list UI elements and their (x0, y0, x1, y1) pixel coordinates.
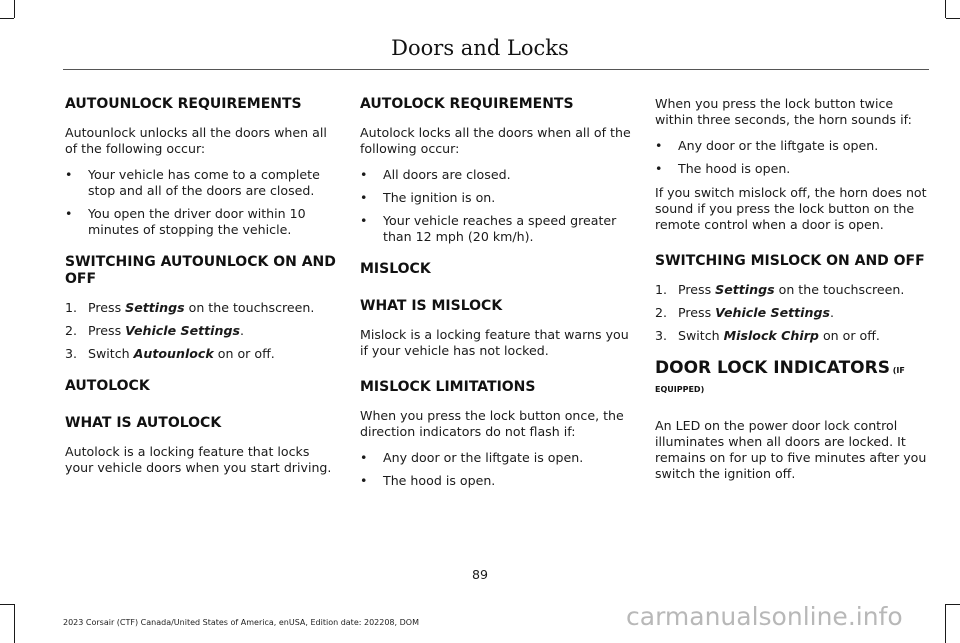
heading-suffix: (IF EQUIPPED) (655, 366, 905, 394)
list-item (655, 161, 931, 177)
step-text: on or off. (213, 346, 275, 361)
paragraph-autolock: Autolock is a locking feature that locks your vehicle doors when you start driving. (65, 444, 332, 475)
list-item-text: Your vehicle has come to a complete stop and all of the doors are closed. (88, 167, 320, 198)
step-text: on the touchscreen. (184, 300, 315, 315)
crop-mark (14, 604, 15, 643)
list-item-text: Your vehicle reaches a speed greater than 12 mph (20 km/h). (383, 213, 617, 244)
list-item (360, 213, 636, 245)
step-emphasis: Vehicle Settings (125, 323, 240, 338)
list-item-text: The ignition is on. (383, 190, 496, 205)
heading-mislock: MISLOCK (360, 261, 431, 277)
crop-mark (946, 18, 960, 19)
bullet-marker: • (360, 450, 368, 465)
step-text: . (829, 305, 834, 320)
heading-what-is-autolock: WHAT IS AUTOLOCK (65, 415, 222, 431)
list-item (65, 206, 341, 238)
list-item (360, 167, 636, 183)
limitations-bullet-list (360, 450, 636, 489)
heading-text: DOOR LOCK INDICATORS (655, 358, 890, 378)
bullet-marker: • (360, 190, 368, 205)
list-item (360, 473, 636, 489)
header-divider (63, 69, 929, 70)
step-text: on the touchscreen. (774, 282, 905, 297)
step-emphasis: Settings (715, 282, 775, 297)
step-text: Switch (678, 328, 724, 343)
step-number: 3. (65, 346, 78, 361)
heading-switching-autounlock: SWITCHING AUTOUNLOCK ON AND OFF (65, 254, 336, 287)
bullet-marker: • (655, 161, 663, 176)
step-number: 1. (65, 300, 78, 315)
autolock-bullet-list (360, 167, 636, 245)
column-2 (360, 96, 636, 505)
list-item-text: Any door or the liftgate is open. (678, 138, 879, 153)
column-3 (655, 96, 931, 492)
step-number: 2. (655, 305, 668, 320)
step-emphasis: Mislock Chirp (723, 328, 819, 343)
step-item (655, 305, 931, 321)
list-item (655, 138, 931, 154)
watermark: carmanualsonline.info (626, 602, 903, 631)
step-number: 2. (65, 323, 78, 338)
step-text: Press (678, 305, 716, 320)
step-item (655, 282, 931, 298)
page-number: 89 (471, 567, 489, 582)
step-emphasis: Vehicle Settings (715, 305, 830, 320)
crop-mark (946, 604, 960, 605)
crop-mark (0, 604, 14, 605)
paragraph-lock-twice: When you press the lock button twice within three seconds, the horn sounds if: (655, 96, 912, 127)
step-emphasis: Settings (125, 300, 185, 315)
paragraph-indicators: An LED on the power door lock control illuminates when all doors are locked. It remains on for up to five minutes after you switch the ignition off. (655, 418, 927, 481)
step-text: Press (88, 300, 126, 315)
list-item-text: Any door or the liftgate is open. (383, 450, 584, 465)
step-text: Switch (88, 346, 134, 361)
step-text: Press (88, 323, 126, 338)
step-emphasis: Autounlock (133, 346, 214, 361)
step-item (65, 300, 341, 316)
bullet-marker: • (65, 206, 73, 221)
page-title: Doors and Locks (391, 36, 569, 60)
bullet-marker: • (360, 167, 368, 182)
paragraph-mislock: Mislock is a locking feature that warns you if your vehicle has not locked. (360, 327, 629, 358)
heading-mislock-limitations: MISLOCK LIMITATIONS (360, 379, 536, 395)
bullet-marker: • (65, 167, 73, 182)
heading-autolock-requirements: AUTOLOCK REQUIREMENTS (360, 96, 574, 112)
autounlock-steps (65, 300, 341, 362)
crop-mark (0, 18, 14, 19)
heading-autounlock-requirements: AUTOUNLOCK REQUIREMENTS (65, 96, 302, 112)
step-text: on or off. (818, 328, 880, 343)
list-item (360, 450, 636, 466)
step-number: 3. (655, 328, 668, 343)
list-item (360, 190, 636, 206)
list-item-text: The hood is open. (383, 473, 496, 488)
heading-autolock: AUTOLOCK (65, 378, 150, 394)
step-item (655, 328, 931, 344)
edition-footer: 2023 Corsair (CTF) Canada/United States of America, enUSA, Edition date: 202208, DOM (63, 618, 419, 627)
heading-what-is-mislock: WHAT IS MISLOCK (360, 298, 503, 314)
bullet-marker: • (360, 213, 368, 228)
paragraph-autolock-requirements: Autolock locks all the doors when all of the following occur: (360, 125, 631, 156)
heading-door-lock-indicators (655, 360, 931, 398)
crop-mark (945, 0, 946, 18)
paragraph-switch-mislock-off: If you switch mislock off, the horn does not sound if you press the lock button on the remote control when a door is open. (655, 185, 927, 232)
mislock-steps (655, 282, 931, 344)
bullet-marker: • (655, 138, 663, 153)
twice-bullet-list (655, 138, 931, 177)
crop-mark (14, 0, 15, 18)
list-item-text: You open the driver door within 10 minutes of stopping the vehicle. (88, 206, 306, 237)
step-text: . (239, 323, 244, 338)
autounlock-bullet-list (65, 167, 341, 238)
step-text: Press (678, 282, 716, 297)
bullet-marker: • (360, 473, 368, 488)
list-item-text: The hood is open. (678, 161, 791, 176)
paragraph-mislock-limitations: When you press the lock button once, the direction indicators do not flash if: (360, 408, 624, 439)
crop-mark (945, 604, 946, 643)
list-item (65, 167, 341, 199)
step-number: 1. (655, 282, 668, 297)
step-item (65, 323, 341, 339)
paragraph-autounlock: Autounlock unlocks all the doors when all of the following occur: (65, 125, 327, 156)
column-1 (65, 96, 341, 486)
heading-switching-mislock: SWITCHING MISLOCK ON AND OFF (655, 253, 925, 269)
list-item-text: All doors are closed. (383, 167, 511, 182)
step-item (65, 346, 341, 362)
